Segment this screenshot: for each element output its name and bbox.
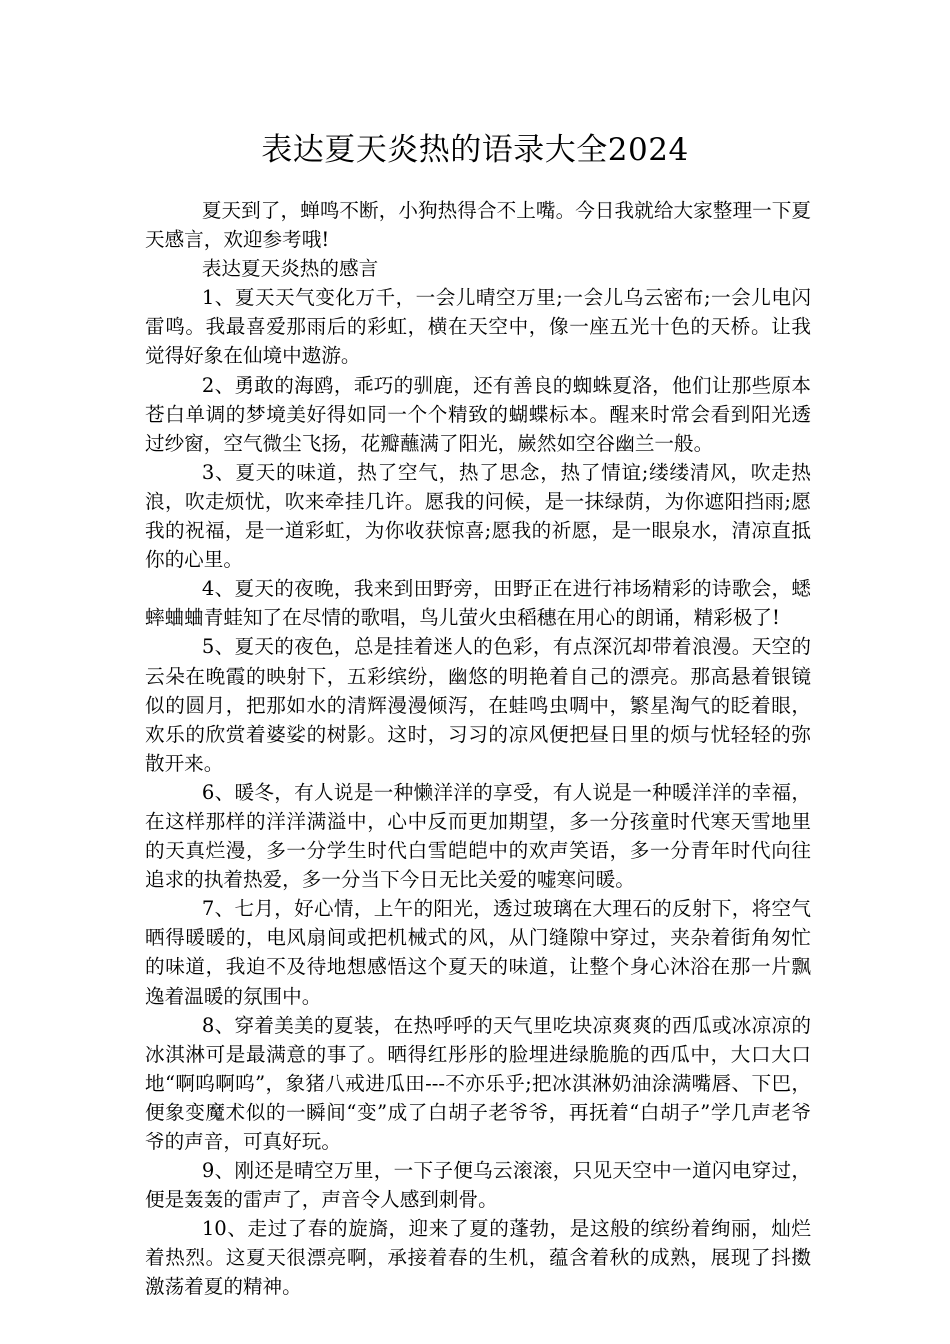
quote-paragraph-3: 3、夏天的味道，热了空气，热了思念，热了情谊;缕缕清风，吹走热浪，吹走烦忧，吹来牵挂几许。愿我的问候，是一抹绿荫，为你遮阳挡雨;愿我的祝福，是一道彩虹，为你收获惊喜;愿我的祈愿，是一眼泉水，清凉直抵你的心里。 — [145, 460, 811, 572]
quote-paragraph-5: 5、夏天的夜色，总是挂着迷人的色彩，有点深沉却带着浪漫。天空的云朵在晚霞的映射下，五彩缤纷，幽悠的明艳着自己的漂亮。那高悬着银镜似的圆月，把那如水的清辉漫漫倾泻，在蛙鸣虫啁中，繁星淘气的眨着眼，欢乐的欣赏着婆娑的树影。这时，习习的凉风便把昼日里的烦与忧轻轻的弥散开来。 — [145, 635, 811, 775]
quote-paragraph-8: 8、穿着美美的夏装，在热呼呼的天气里吃块凉爽爽的西瓜或冰凉凉的冰淇淋可是最满意的事了。晒得红彤彤的脸埋进绿脆脆的西瓜中，大口大口地“啊呜啊呜”，象猪八戒进瓜田---不亦乐乎;把冰淇淋奶油涂满嘴唇、下巴，便象变魔术似的一瞬间“变”成了白胡子老爷爷，再抚着“白胡子”学几声老爷爷的声音，可真好玩。 — [145, 1013, 811, 1153]
quote-paragraph-10: 10、走过了春的旋旖，迎来了夏的蓬勃，是这般的缤纷着绚丽，灿烂着热烈。这夏天很漂亮啊，承接着春的生机，蕴含着秋的成熟，展现了抖擞激荡着夏的精神。 — [145, 1217, 811, 1299]
quote-paragraph-6: 6、暖冬，有人说是一种懒洋洋的享受，有人说是一种暖洋洋的幸福，在这样那样的洋洋满溢中，心中反而更加期望，多一分孩童时代寒天雪地里的天真烂漫，多一分学生时代白雪皑皑中的欢声笑语，多一分青年时代向往追求的执着热爱，多一分当下今日无比关爱的嘘寒问暖。 — [145, 780, 811, 892]
quote-paragraph-1: 1、夏天天气变化万千，一会儿晴空万里;一会儿乌云密布;一会儿电闪雷鸣。我最喜爱那雨后的彩虹，横在天空中，像一座五光十色的天桥。让我觉得好象在仙境中遨游。 — [145, 286, 811, 368]
intro-paragraph: 夏天到了，蝉鸣不断，小狗热得合不上嘴。今日我就给大家整理一下夏天感言，欢迎参考哦! — [145, 199, 811, 252]
document-body — [145, 196, 811, 1302]
quote-paragraph-9: 9、刚还是晴空万里，一下子便乌云滚滚，只见天空中一道闪电穿过，便是轰轰的雷声了，声音令人感到刺骨。 — [145, 1159, 811, 1212]
document-title: 表达夏天炎热的语录大全2024 — [261, 132, 689, 168]
quote-paragraph-7: 7、七月，好心情，上午的阳光，透过玻璃在大理石的反射下，将空气晒得暖暖的，电风扇间或把机械式的风，从门缝隙中穿过，夹杂着街角匆忙的味道，我迫不及待地想感悟这个夏天的味道，让整个身心沐浴在那一片飘逸着温暖的氛围中。 — [145, 897, 811, 1008]
section-heading: 表达夏天炎热的感言 — [201, 257, 379, 281]
quote-paragraph-4: 4、夏天的夜晚，我来到田野旁，田野正在进行祎场精彩的诗歌会，蟋蟀蛐蛐青蛙知了在尽情的歌唱，鸟儿萤火虫稻穗在用心的朗诵，精彩极了! — [145, 577, 811, 630]
quote-paragraph-2: 2、勇敢的海鸥，乖巧的驯鹿，还有善良的蜘蛛夏洛，他们让那些原本苍白单调的梦境美好得如同一个个精致的蝴蝶标本。醒来时常会看到阳光透过纱窗，空气微尘飞扬，花瓣蘸满了阳光，嶡然如空谷幽兰一般。 — [145, 373, 811, 455]
